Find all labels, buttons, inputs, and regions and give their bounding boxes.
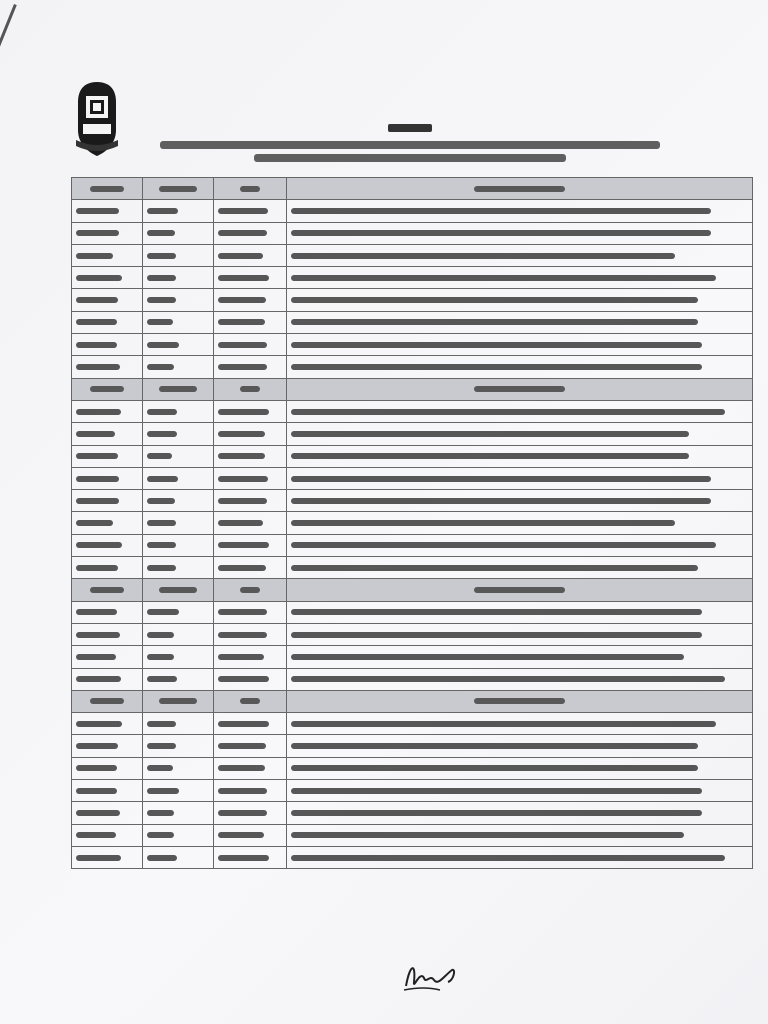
- passenger-type-cell-text: [147, 431, 177, 437]
- departure-time-cell: [214, 200, 287, 222]
- column-header: [287, 579, 753, 601]
- departure-time-cell: [214, 557, 287, 579]
- route-cell-text: [291, 409, 725, 415]
- route-cell: [287, 735, 753, 757]
- column-header-text: [240, 386, 259, 392]
- route-cell-text: [291, 721, 716, 727]
- column-header: [287, 690, 753, 712]
- table-row: [72, 557, 753, 579]
- passenger-type-cell: [143, 601, 214, 623]
- schedule-body: [72, 178, 753, 869]
- notice-line: [160, 141, 659, 149]
- departure-time-cell: [214, 244, 287, 266]
- table-row: [72, 780, 753, 802]
- route-cell: [287, 802, 753, 824]
- bus-name-cell: [72, 668, 143, 690]
- route-cell-text: [291, 565, 698, 571]
- route-cell: [287, 646, 753, 668]
- departure-time-cell: [214, 780, 287, 802]
- bus-name-cell: [72, 289, 143, 311]
- page-subtitle: [150, 122, 670, 136]
- departure-time-cell: [214, 668, 287, 690]
- table-row: [72, 289, 753, 311]
- departure-time-cell: [214, 467, 287, 489]
- table-row: [72, 200, 753, 222]
- bus-name-cell-text: [76, 208, 119, 214]
- route-cell: [287, 311, 753, 333]
- route-cell: [287, 467, 753, 489]
- passenger-type-cell-text: [147, 275, 176, 281]
- passenger-type-cell-text: [147, 788, 179, 794]
- column-header: [143, 579, 214, 601]
- column-header-text: [90, 698, 124, 704]
- departure-time-cell-text: [218, 342, 267, 348]
- departure-time-cell-text: [218, 542, 269, 548]
- route-cell-text: [291, 431, 689, 437]
- passenger-type-cell-text: [147, 208, 178, 214]
- column-header-text: [240, 587, 259, 593]
- bus-name-cell: [72, 222, 143, 244]
- route-cell: [287, 824, 753, 846]
- handwritten-signature: [400, 956, 460, 996]
- route-cell: [287, 267, 753, 289]
- bus-name-cell: [72, 713, 143, 735]
- route-cell-text: [291, 275, 716, 281]
- departure-time-cell: [214, 735, 287, 757]
- table-row: [72, 423, 753, 445]
- bus-name-cell-text: [76, 542, 122, 548]
- departure-time-cell: [214, 713, 287, 735]
- route-cell: [287, 423, 753, 445]
- bus-name-cell-text: [76, 498, 119, 504]
- departure-time-cell-text: [218, 788, 267, 794]
- bus-name-cell: [72, 467, 143, 489]
- column-header: [143, 178, 214, 200]
- column-header-text: [159, 186, 196, 192]
- route-cell-text: [291, 453, 689, 459]
- table-row: [72, 646, 753, 668]
- section-header-row: [72, 178, 753, 200]
- bus-name-cell-text: [76, 297, 118, 303]
- passenger-type-cell-text: [147, 342, 179, 348]
- passenger-type-cell: [143, 400, 214, 422]
- route-cell-text: [291, 788, 702, 794]
- route-cell-text: [291, 832, 684, 838]
- passenger-type-cell-text: [147, 765, 173, 771]
- bus-name-cell: [72, 534, 143, 556]
- departure-time-cell: [214, 646, 287, 668]
- bus-name-cell-text: [76, 855, 121, 861]
- departure-time-cell-text: [218, 609, 267, 615]
- passenger-type-cell: [143, 646, 214, 668]
- departure-time-cell-text: [218, 364, 267, 370]
- column-header-text: [240, 698, 259, 704]
- table-row: [72, 824, 753, 846]
- column-header: [72, 378, 143, 400]
- passenger-type-cell: [143, 311, 214, 333]
- bus-name-cell-text: [76, 676, 121, 682]
- passenger-type-cell-text: [147, 297, 176, 303]
- university-crest-icon: [74, 80, 120, 158]
- table-row: [72, 802, 753, 824]
- passenger-type-cell: [143, 244, 214, 266]
- route-cell-text: [291, 520, 675, 526]
- bus-name-cell-text: [76, 765, 117, 771]
- passenger-type-cell-text: [147, 832, 174, 838]
- bus-name-cell-text: [76, 319, 117, 325]
- departure-time-cell-text: [218, 765, 265, 771]
- table-row: [72, 512, 753, 534]
- passenger-type-cell-text: [147, 364, 174, 370]
- bus-name-cell: [72, 356, 143, 378]
- column-header-text: [474, 186, 565, 192]
- route-cell-text: [291, 609, 702, 615]
- passenger-type-cell: [143, 267, 214, 289]
- departure-time-cell-text: [218, 654, 264, 660]
- column-header-text: [159, 698, 196, 704]
- departure-time-cell-text: [218, 275, 269, 281]
- route-cell: [287, 334, 753, 356]
- passenger-type-cell-text: [147, 676, 177, 682]
- passenger-type-cell: [143, 467, 214, 489]
- departure-time-cell: [214, 289, 287, 311]
- passenger-type-cell-text: [147, 632, 174, 638]
- departure-time-cell: [214, 824, 287, 846]
- section-header-row: [72, 690, 753, 712]
- passenger-type-cell: [143, 668, 214, 690]
- departure-time-cell-text: [218, 632, 267, 638]
- column-header: [72, 690, 143, 712]
- passenger-type-cell: [143, 356, 214, 378]
- column-header-text: [159, 587, 196, 593]
- route-cell: [287, 356, 753, 378]
- table-row: [72, 267, 753, 289]
- bus-name-cell: [72, 512, 143, 534]
- departure-time-cell-text: [218, 409, 269, 415]
- section-header-row: [72, 579, 753, 601]
- column-header: [143, 690, 214, 712]
- departure-time-cell: [214, 512, 287, 534]
- departure-time-cell-text: [218, 832, 264, 838]
- route-cell: [287, 668, 753, 690]
- passenger-type-cell-text: [147, 609, 179, 615]
- notice-text: [150, 136, 670, 176]
- bus-name-cell-text: [76, 632, 120, 638]
- passenger-type-cell-text: [147, 855, 177, 861]
- departure-time-cell-text: [218, 721, 269, 727]
- table-row: [72, 356, 753, 378]
- table-row: [72, 757, 753, 779]
- bus-name-cell: [72, 824, 143, 846]
- departure-time-cell-text: [218, 476, 268, 482]
- bus-name-cell: [72, 646, 143, 668]
- bus-name-cell-text: [76, 431, 115, 437]
- passenger-type-cell-text: [147, 654, 174, 660]
- passenger-type-cell-text: [147, 476, 178, 482]
- departure-time-cell: [214, 534, 287, 556]
- table-row: [72, 735, 753, 757]
- route-cell-text: [291, 476, 711, 482]
- route-cell: [287, 222, 753, 244]
- bus-name-cell-text: [76, 788, 117, 794]
- column-header: [214, 690, 287, 712]
- route-cell-text: [291, 498, 711, 504]
- route-cell: [287, 846, 753, 868]
- table-row: [72, 467, 753, 489]
- bus-name-cell-text: [76, 275, 122, 281]
- bus-name-cell-text: [76, 342, 117, 348]
- bus-name-cell-text: [76, 721, 122, 727]
- departure-time-cell-text: [218, 498, 267, 504]
- departure-time-cell-text: [218, 520, 263, 526]
- departure-time-cell-text: [218, 431, 265, 437]
- departure-time-cell: [214, 601, 287, 623]
- departure-time-cell: [214, 623, 287, 645]
- passenger-type-cell: [143, 802, 214, 824]
- table-row: [72, 311, 753, 333]
- table-row: [72, 623, 753, 645]
- column-header: [214, 378, 287, 400]
- passenger-type-cell: [143, 757, 214, 779]
- bus-name-cell-text: [76, 453, 118, 459]
- bus-name-cell: [72, 846, 143, 868]
- bus-name-cell: [72, 780, 143, 802]
- departure-time-cell-text: [218, 319, 265, 325]
- route-cell-text: [291, 542, 716, 548]
- column-header: [287, 178, 753, 200]
- route-cell: [287, 200, 753, 222]
- table-row: [72, 490, 753, 512]
- bus-name-cell-text: [76, 230, 119, 236]
- departure-time-cell: [214, 267, 287, 289]
- bus-name-cell-text: [76, 832, 116, 838]
- departure-time-cell: [214, 334, 287, 356]
- column-header: [72, 579, 143, 601]
- notice-line: [254, 154, 566, 162]
- table-row: [72, 244, 753, 266]
- column-header-text: [474, 587, 565, 593]
- bus-name-cell-text: [76, 654, 116, 660]
- passenger-type-cell: [143, 824, 214, 846]
- passenger-type-cell-text: [147, 520, 176, 526]
- route-cell: [287, 244, 753, 266]
- bus-name-cell-text: [76, 364, 120, 370]
- bus-name-cell: [72, 311, 143, 333]
- bus-name-cell: [72, 334, 143, 356]
- departure-time-cell: [214, 356, 287, 378]
- departure-time-cell: [214, 222, 287, 244]
- departure-time-cell-text: [218, 230, 267, 236]
- route-cell: [287, 490, 753, 512]
- table-row: [72, 846, 753, 868]
- column-header-text: [240, 186, 259, 192]
- passenger-type-cell: [143, 735, 214, 757]
- departure-time-cell-text: [218, 676, 269, 682]
- route-cell-text: [291, 253, 675, 259]
- departure-time-cell-text: [218, 453, 265, 459]
- departure-time-cell: [214, 757, 287, 779]
- passenger-type-cell: [143, 423, 214, 445]
- column-header: [214, 579, 287, 601]
- passenger-type-cell: [143, 713, 214, 735]
- route-cell: [287, 445, 753, 467]
- route-cell: [287, 512, 753, 534]
- table-row: [72, 334, 753, 356]
- route-cell-text: [291, 632, 702, 638]
- route-cell: [287, 713, 753, 735]
- passenger-type-cell: [143, 200, 214, 222]
- passenger-type-cell: [143, 557, 214, 579]
- passenger-type-cell: [143, 222, 214, 244]
- pen-mark: [0, 4, 17, 48]
- departure-time-cell: [214, 400, 287, 422]
- route-cell: [287, 601, 753, 623]
- bus-name-cell: [72, 445, 143, 467]
- column-header-text: [474, 386, 565, 392]
- departure-time-cell: [214, 311, 287, 333]
- route-cell: [287, 534, 753, 556]
- column-header-text: [90, 587, 124, 593]
- table-row: [72, 445, 753, 467]
- passenger-type-cell: [143, 846, 214, 868]
- route-cell: [287, 557, 753, 579]
- route-cell-text: [291, 208, 711, 214]
- bus-name-cell-text: [76, 253, 113, 259]
- table-row: [72, 400, 753, 422]
- route-cell-text: [291, 342, 702, 348]
- passenger-type-cell: [143, 623, 214, 645]
- bus-schedule-table: [71, 177, 753, 869]
- passenger-type-cell-text: [147, 721, 176, 727]
- departure-time-cell: [214, 846, 287, 868]
- route-cell-text: [291, 855, 725, 861]
- departure-time-cell: [214, 445, 287, 467]
- bus-name-cell: [72, 757, 143, 779]
- route-cell-text: [291, 297, 698, 303]
- route-cell: [287, 780, 753, 802]
- column-header-text: [90, 186, 124, 192]
- passenger-type-cell: [143, 512, 214, 534]
- passenger-type-cell-text: [147, 253, 176, 259]
- route-cell: [287, 623, 753, 645]
- column-header: [72, 178, 143, 200]
- bus-name-cell: [72, 623, 143, 645]
- bus-name-cell-text: [76, 810, 120, 816]
- bus-name-cell: [72, 267, 143, 289]
- route-cell-text: [291, 743, 698, 749]
- bus-name-cell: [72, 400, 143, 422]
- section-header-row: [72, 378, 753, 400]
- route-cell: [287, 400, 753, 422]
- passenger-type-cell: [143, 490, 214, 512]
- route-cell: [287, 289, 753, 311]
- bus-name-cell-text: [76, 520, 113, 526]
- bus-name-cell-text: [76, 609, 117, 615]
- passenger-type-cell-text: [147, 743, 176, 749]
- bus-name-cell: [72, 244, 143, 266]
- bus-name-cell-text: [76, 565, 118, 571]
- route-cell-text: [291, 676, 725, 682]
- passenger-type-cell-text: [147, 409, 177, 415]
- departure-time-cell: [214, 802, 287, 824]
- bus-name-cell-text: [76, 476, 119, 482]
- departure-time-cell-text: [218, 743, 266, 749]
- passenger-type-cell-text: [147, 542, 176, 548]
- bus-name-cell: [72, 557, 143, 579]
- table-row: [72, 668, 753, 690]
- column-header: [143, 378, 214, 400]
- bus-name-cell-text: [76, 409, 121, 415]
- departure-time-cell-text: [218, 810, 267, 816]
- route-cell-text: [291, 364, 702, 370]
- passenger-type-cell-text: [147, 565, 176, 571]
- passenger-type-cell-text: [147, 810, 174, 816]
- passenger-type-cell-text: [147, 230, 175, 236]
- route-cell-text: [291, 654, 684, 660]
- bus-name-cell: [72, 490, 143, 512]
- bus-name-cell: [72, 735, 143, 757]
- bus-name-cell: [72, 802, 143, 824]
- departure-time-cell-text: [218, 855, 269, 861]
- departure-time-cell-text: [218, 565, 266, 571]
- departure-time-cell: [214, 490, 287, 512]
- bus-name-cell: [72, 601, 143, 623]
- passenger-type-cell-text: [147, 498, 175, 504]
- column-header: [214, 178, 287, 200]
- route-cell-text: [291, 230, 711, 236]
- passenger-type-cell: [143, 445, 214, 467]
- bus-name-cell: [72, 423, 143, 445]
- column-header-text: [159, 386, 196, 392]
- route-cell-text: [291, 765, 698, 771]
- passenger-type-cell: [143, 534, 214, 556]
- passenger-type-cell-text: [147, 319, 173, 325]
- route-cell: [287, 757, 753, 779]
- bus-name-cell: [72, 200, 143, 222]
- departure-time-cell-text: [218, 253, 263, 259]
- departure-time-cell-text: [218, 208, 268, 214]
- table-row: [72, 222, 753, 244]
- departure-time-cell-text: [218, 297, 266, 303]
- route-cell-text: [291, 319, 698, 325]
- table-row: [72, 601, 753, 623]
- table-row: [72, 534, 753, 556]
- column-header-text: [474, 698, 565, 704]
- route-cell-text: [291, 810, 702, 816]
- subtitle-text: [388, 124, 432, 132]
- bus-name-cell-text: [76, 743, 118, 749]
- departure-time-cell: [214, 423, 287, 445]
- passenger-type-cell: [143, 289, 214, 311]
- passenger-type-cell: [143, 780, 214, 802]
- passenger-type-cell-text: [147, 453, 172, 459]
- column-header-text: [90, 386, 124, 392]
- table-row: [72, 713, 753, 735]
- column-header: [287, 378, 753, 400]
- passenger-type-cell: [143, 334, 214, 356]
